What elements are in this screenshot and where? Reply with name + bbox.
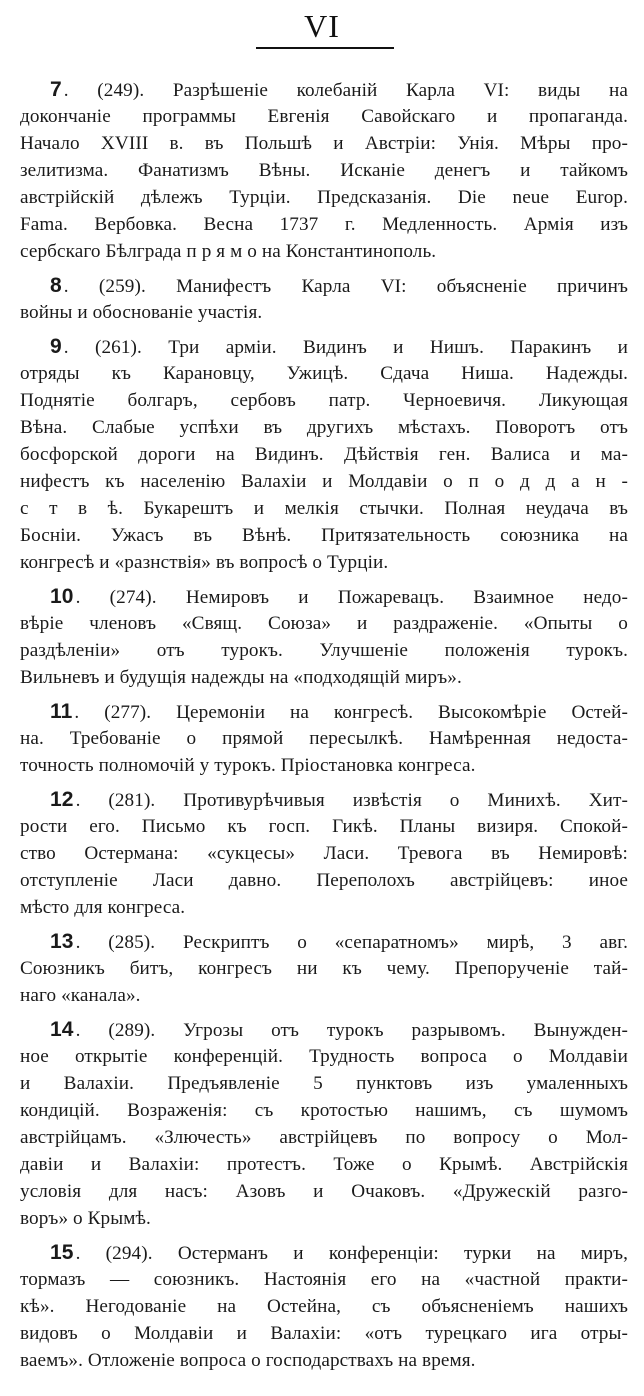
- entry-page-reference: . (261).: [63, 337, 142, 358]
- entry-page-reference: . (277).: [74, 702, 152, 723]
- entry-text-line: Начало XVIII в. въ Польшѣ и Австріи: Унія. Мѣры про-: [20, 133, 628, 154]
- entry-text-line: давіи и Валахіи: протестъ. Тоже о Крымѣ. Австрійскія: [20, 1154, 628, 1175]
- entry-text-line: Fama. Вербовка. Весна 1737 г. Медленность. Армія изъ: [20, 214, 628, 235]
- entry-page-reference: . (281).: [75, 790, 156, 811]
- entry-first-line: [20, 272, 628, 299]
- entry-page-reference: . (259).: [63, 276, 146, 297]
- entry-text: Рескриптъ о «сепаратномъ» мирѣ, 3 авг.: [182, 932, 628, 953]
- entry-text: Церемоніи на конгресѣ. Высокомѣріе Остей-: [176, 702, 628, 723]
- entry-text-line: войны и обоснованіе участія.: [20, 302, 263, 323]
- entry-text-line: мѣсто для конгреса.: [20, 897, 186, 918]
- page-header: [0, 8, 644, 44]
- entry-text: Немировъ и Пожаревацъ. Взаимное недо-: [185, 587, 628, 608]
- entry-number: 14: [50, 1018, 74, 1041]
- entry-first-line: [20, 698, 628, 725]
- entry-number: 8: [50, 274, 62, 297]
- entry-text-line: тормазъ — союзникъ. Настоянія его на «частной практи-: [20, 1269, 628, 1290]
- entry-text-line: босфорской дороги на Видинъ. Дѣйствія ген. Валиса и ма-: [20, 444, 628, 465]
- contents-entry: [20, 928, 628, 1009]
- contents-entry: [20, 786, 628, 921]
- entry-number: 10: [50, 585, 74, 608]
- entry-text-line: рости его. Письмо къ госп. Гикѣ. Планы визиря. Спокой-: [20, 816, 628, 837]
- entry-first-line: [20, 928, 628, 955]
- page-number: VI: [304, 8, 340, 44]
- entry-text-line: австрійцамъ. «Злючесть» австрійцевъ по вопросу о Мол-: [20, 1127, 628, 1148]
- entry-text: Угрозы отъ турокъ разрывомъ. Вынужден-: [183, 1020, 628, 1041]
- entry-text-line: конгресѣ и «разнствія» въ вопросѣ о Турціи.: [20, 552, 389, 573]
- contents-entry: [20, 698, 628, 779]
- entry-text: Остерманъ и конференціи: турки на миръ,: [177, 1243, 628, 1264]
- entry-text-line: на. Требованіе о прямой пересылкѣ. Намѣренная недоста-: [20, 728, 628, 749]
- entry-text-line: ное открытіе конференцій. Трудность вопроса о Молдавіи: [20, 1046, 628, 1067]
- entry-number: 12: [50, 788, 74, 811]
- entry-page-reference: . (294).: [75, 1243, 153, 1264]
- entry-first-line: [20, 333, 628, 360]
- entry-first-line: [20, 1239, 628, 1266]
- entry-text-line: нифестъ къ населенію Валахіи и Молдавіи о п о д д а н -: [20, 471, 628, 492]
- entry-text-line: и Валахіи. Предъявленіе 5 пунктовъ изъ умаленныхъ: [20, 1073, 628, 1094]
- contents-list: [20, 76, 628, 1381]
- entry-text-line: ство Остермана: «сукцесы» Ласи. Тревога въ Немировѣ:: [20, 843, 628, 864]
- entry-number: 7: [50, 78, 62, 101]
- entry-page-reference: . (285).: [75, 932, 156, 953]
- contents-entry: [20, 76, 628, 265]
- entry-text-line: условія для насъ: Азовъ и Очаковъ. «Дружескій разго-: [20, 1181, 628, 1202]
- entry-first-line: [20, 583, 628, 610]
- entry-text-line: кѣ». Негодованіе на Остейна, съ объясненіемъ нашихъ: [20, 1296, 628, 1317]
- entry-text-line: раздѣленіи» отъ турокъ. Улучшеніе положенія турокъ.: [20, 640, 628, 661]
- entry-text-line: Вильневъ и будущія надежды на «подходящій миръ».: [20, 667, 462, 688]
- entry-number: 13: [50, 930, 74, 953]
- entry-text-line: Поднятіе болгаръ, сербовъ патр. Черноевичя. Ликующая: [20, 390, 628, 411]
- entry-first-line: [20, 76, 628, 103]
- entry-text: Противурѣчивыя извѣстія о Минихѣ. Хит-: [183, 790, 628, 811]
- entry-page-reference: . (274).: [75, 587, 157, 608]
- entry-text-line: точность полномочій у турокъ. Пріостановка конгреса.: [20, 755, 476, 776]
- entry-text-line: зелитизма. Фанатизмъ Вѣны. Исканіе денегъ и тайкомъ: [20, 160, 628, 181]
- entry-text-line: Босніи. Ужасъ въ Вѣнѣ. Притязательность союзника на: [20, 525, 628, 546]
- entry-text-line: наго «канала».: [20, 985, 141, 1006]
- entry-number: 15: [50, 1241, 74, 1264]
- entry-text-line: отряды къ Карановцу, Ужицѣ. Сдача Ниша. Надежды.: [20, 363, 628, 384]
- entry-text-line: австрійскій дѣлежъ Турціи. Предсказанія. Die neue Europ.: [20, 187, 628, 208]
- contents-entry: [20, 583, 628, 691]
- entry-text-line: вѣріе членовъ «Свящ. Союза» и раздраженіе. «Опыты о: [20, 613, 628, 634]
- entry-text-line: отступленіе Ласи давно. Переполохъ австрійцевъ: иное: [20, 870, 628, 891]
- contents-entry: [20, 333, 628, 576]
- contents-entry: [20, 272, 628, 326]
- entry-text: Три арміи. Видинъ и Нишъ. Паракинъ и: [168, 337, 628, 358]
- entry-text-line: с т в ѣ. Букарештъ и мелкія стычки. Полная неудача въ: [20, 498, 628, 519]
- entry-text-line: воръ» о Крымѣ.: [20, 1208, 151, 1229]
- entry-first-line: [20, 786, 628, 813]
- entry-page-reference: . (249).: [63, 80, 145, 101]
- header-rule: [256, 47, 394, 49]
- entry-text-line: докончаніе программы Евгенія Савойскаго и пропаганда.: [20, 106, 628, 127]
- entry-text-line: Вѣна. Слабые успѣхи въ другихъ мѣстахъ. Поворотъ отъ: [20, 417, 628, 438]
- contents-entry: [20, 1016, 628, 1232]
- entry-text-line: Союзникъ битъ, конгресъ ни къ чему. Препорученіе тай-: [20, 958, 628, 979]
- entry-page-reference: . (289).: [75, 1020, 156, 1041]
- entry-number: 9: [50, 335, 62, 358]
- entry-text-line: кондицій. Возраженія: съ кротостью нашимъ, съ шумомъ: [20, 1100, 628, 1121]
- entry-text: Разрѣшеніе колебаній Карла VI: виды на: [172, 80, 628, 101]
- entry-first-line: [20, 1016, 628, 1043]
- entry-text-line: ваемъ». Отложеніе вопроса о господарствахъ на время.: [20, 1350, 476, 1371]
- entry-text: Манифестъ Карла VI: объясненіе причинъ: [176, 276, 628, 297]
- contents-entry: [20, 1239, 628, 1374]
- entry-text-line: сербскаго Бѣлграда п р я м о на Константинополь.: [20, 241, 437, 262]
- entry-text-line: видовъ о Молдавіи и Валахіи: «отъ турецкаго ига отры-: [20, 1323, 628, 1344]
- entry-number: 11: [50, 700, 73, 723]
